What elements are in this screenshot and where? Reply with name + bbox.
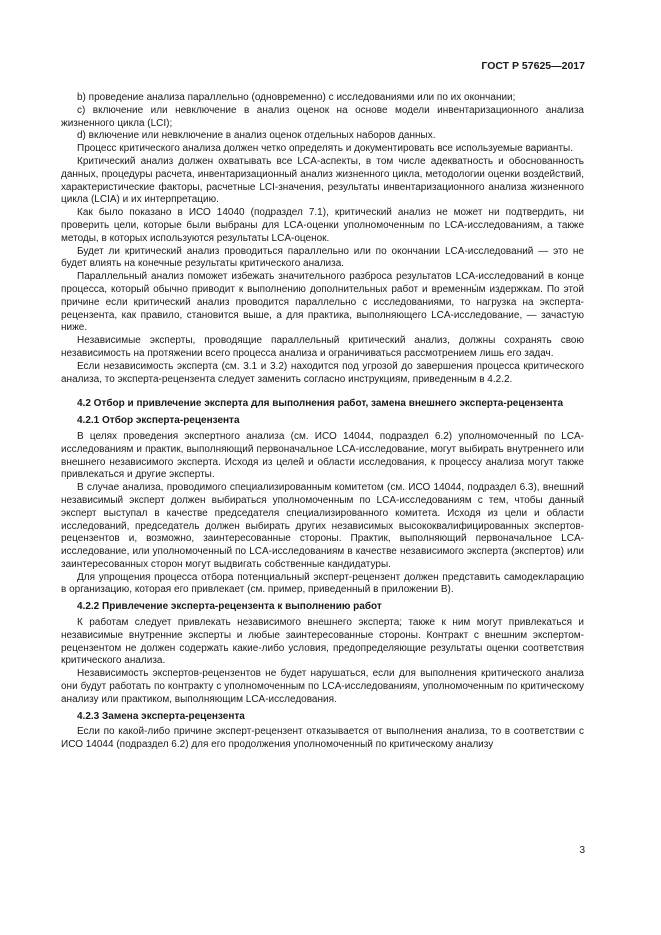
paragraph: Будет ли критический анализ проводиться параллельно или по окончании LCA-исследований — это не будет влиять на конечные результаты критического анализа.: [61, 245, 584, 270]
subsection-heading: 4.2.1 Отбор эксперта-рецензента: [77, 415, 240, 427]
paragraph: d) включение или невключение в анализ оценок отдельных наборов данных.: [77, 130, 436, 142]
paragraph: b) проведение анализа параллельно (одновременно) с исследованиями или по их окончании;: [77, 92, 516, 103]
paragraph: К работам следует привлекать независимого внешнего эксперта; также к ним могут привлекаться и независимые внутренние эксперты и любые заинтересованные стороны. Контракт с внешним экспертом-рецензентом не должен содержать какие-либо условия, предопределяющие результаты оценки соответствия критического анализа.: [61, 617, 584, 667]
paragraph: Независимые эксперты, проводящие параллельный критический анализ, должны сохранять свою независимость на протяжении всего процесса анализа и ограничиваться рассмотрением лишь его задач.: [61, 335, 584, 359]
paragraph: Для упрощения процесса отбора потенциальный эксперт-рецензент должен представить самодекларацию в организацию, которая его привлекает (см. пример, приведенный в приложении В).: [61, 571, 584, 596]
subsection-heading: 4.2.3 Замена эксперта-рецензента: [77, 710, 245, 722]
document-code: ГОСТ Р 57625—2017: [481, 60, 585, 72]
paragraph: Независимость экспертов-рецензентов не будет нарушаться, если для выполнения критического анализа они будут работать по контракту с уполномоченным по LCA-исследованиям, уполномоченным по критическому анализу или практиком, выполняющим LCA-исследования.: [61, 668, 584, 705]
paragraph: В целях проведения экспертного анализа (см. ИСО 14044, подраздел 6.2) уполномоченный по LCA-исследованиям и практик, выполняющий первоначальное LCA-исследование, могут выбирать внутреннего или внешнего независимого эксперта. Исходя из целей и области исследования, к процессу анализа могут также привлекаться и другие эксперты.: [61, 430, 584, 481]
paragraph: Процесс критического анализа должен четко определять и документировать все используемые варианты.: [77, 143, 573, 155]
paragraph: c) включение или невключение в анализ оценок на основе модели инвентаризационного анализа жизненного цикла (LCI);: [61, 104, 584, 129]
paragraph: Параллельный анализ поможет избежать значительного разброса результатов LCA-исследований в конце процесса, который обычно приводит к выполнению дополнительных работ и временны́м издержкам. По этой причине если критический анализ проводится параллельно с исследованиями, то нагрузка на эксперта-рецензента, как правило, становится выше, а для практика, выполняющего LCA-исследование, — зачастую ниже.: [61, 271, 584, 334]
paragraph: Критический анализ должен охватывать все LCA-аспекты, в том числе адекватность и обоснованность данных, процедуры расчета, инвентаризационный анализ жизненного цикла, методологии оценки воздействий, характеристические факторы, расчетные LCI-значения, результаты инвентаризационного анализа жизненного цикла (LCIA) и их интерпретацию.: [61, 155, 584, 206]
paragraph: В случае анализа, проводимого специализированным комитетом (см. ИСО 14044, подраздел 6.3), внешний независимый эксперт должен выбираться уполномоченным по LCA-исследованиям с тем, чтобы данный эксперт выступал в качестве председателя специализированного комитета. Исходя из цели и области исследований, председатель должен выбирать других независимых высококвалифицированных экспертов-рецензентов и, возможно, заинтересованные стороны. Практик, выполняющий первоначальное LCA-исследование, или уполномоченный по LCA-исследованиям в качестве независимого эксперта (экспертов) или заинтересованных сторон могут выдвигать собственные кандидатуры.: [61, 482, 584, 570]
section-heading: 4.2 Отбор и привлечение эксперта для выполнения работ, замена внешнего эксперта-рецензента: [77, 398, 564, 410]
subsection-heading: 4.2.2 Привлечение эксперта-рецензента к выполнению работ: [77, 601, 382, 613]
page-number: 3: [579, 845, 585, 856]
paragraph: Как было показано в ИСО 14040 (подраздел 7.1), критический анализ не может ни подтвердить, ни проверить цели, которые были выбраны для LCA-оценки уполномоченным по LCA-исследованиям, а также методы, в которых используются результаты LCA-оценок.: [61, 207, 584, 244]
paragraph: Если независимость эксперта (см. 3.1 и 3.2) находится под угрозой до завершения процесса критического анализа, то эксперта-рецензента следует заменить согласно инструкциям, приведенным в 4.2.2.: [61, 360, 584, 385]
paragraph: Если по какой-либо причине эксперт-рецензент отказывается от выполнения анализа, то в соответствии с ИСО 14044 (подраздел 6.2) для его продолжения уполномоченный по критическому анализу: [61, 726, 584, 751]
document-body: [61, 92, 584, 752]
